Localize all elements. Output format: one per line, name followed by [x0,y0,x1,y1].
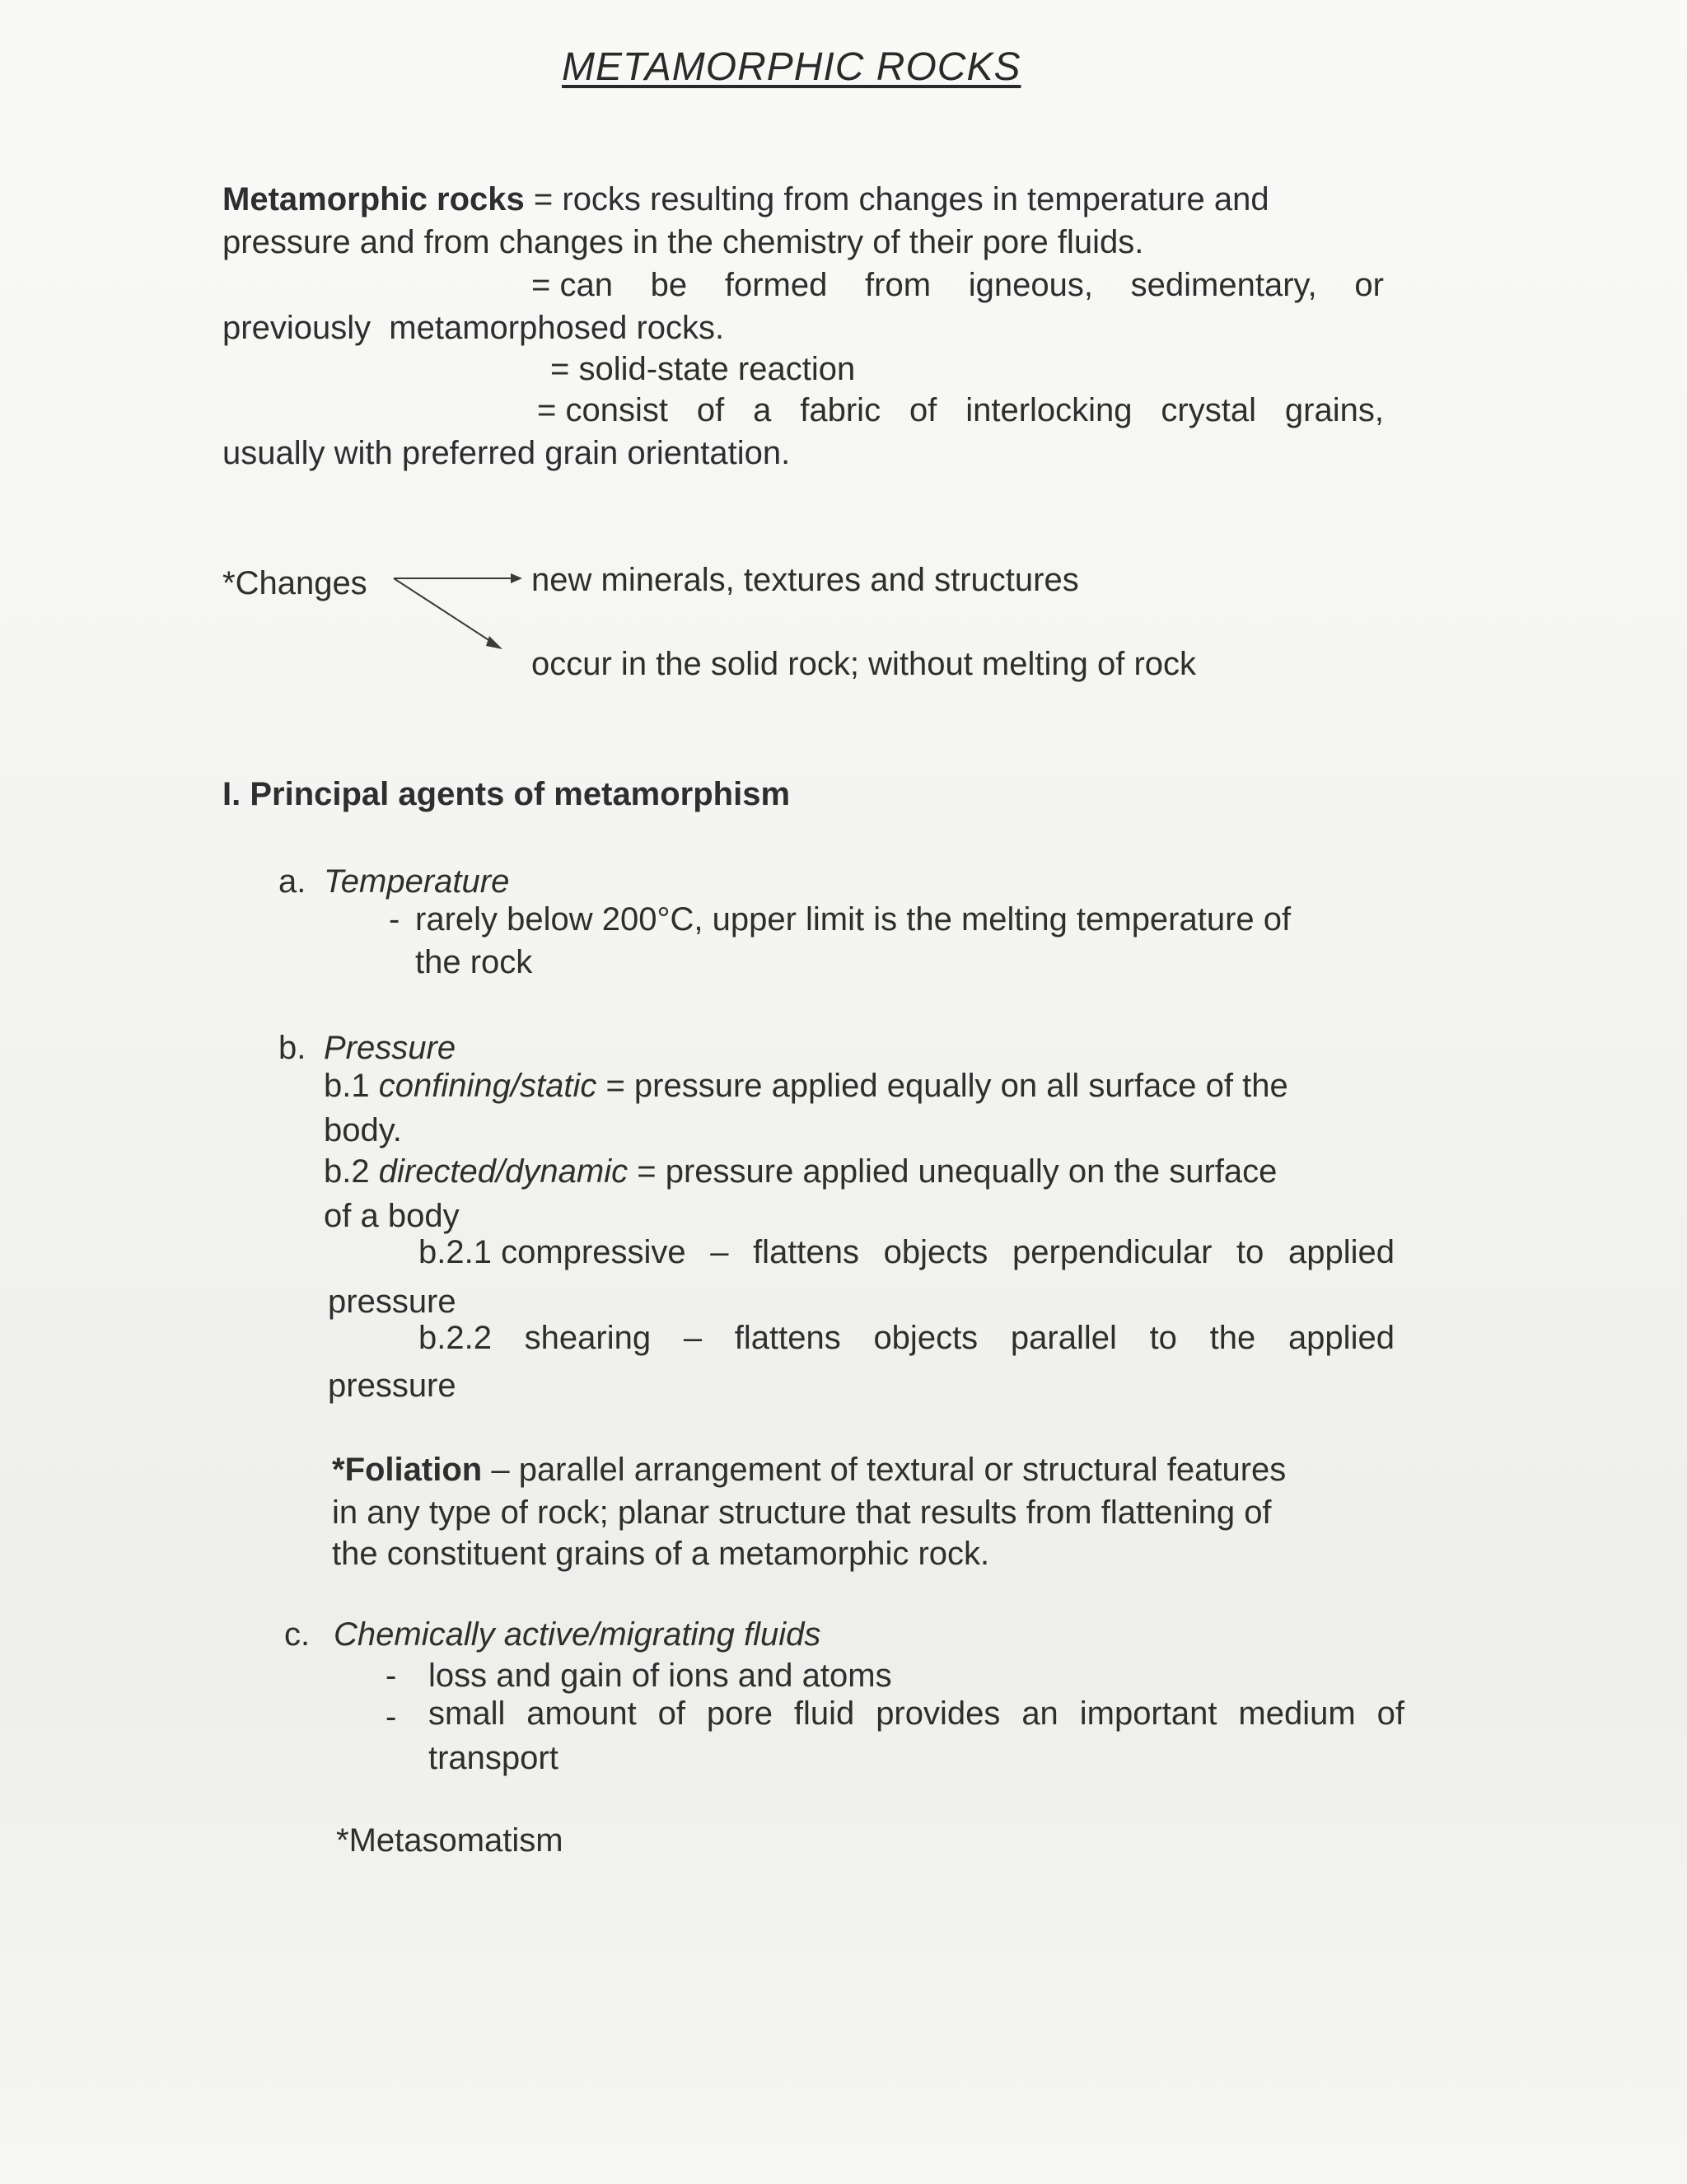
item-c-dash-1: - [386,1658,397,1694]
word: flattens [734,1320,841,1356]
word: applied [1287,1234,1395,1270]
word: applied [1287,1320,1395,1356]
word: formed [724,267,828,303]
changes-result-1: new minerals, textures and structures [531,562,1079,598]
definition-line-7: usually with preferred grain orientation. [222,435,791,471]
item-c-text-1: loss and gain of ions and atoms [428,1658,892,1694]
word: objects [873,1320,979,1356]
foliation-line-1 [332,1450,1286,1490]
word: an [1021,1695,1058,1732]
item-b21 [418,1232,1395,1272]
item-b2 [324,1152,1277,1191]
word: fabric [800,392,881,428]
definition-line-5: = solid-state reaction [550,351,856,387]
word: medium [1238,1695,1356,1732]
word: shearing [524,1320,652,1356]
word: from [865,267,932,303]
definition-term: Metamorphic rocks [222,181,525,217]
metasomatism-label: *Metasomatism [336,1822,563,1859]
word: the [1209,1320,1256,1356]
item-a-text-2: the rock [415,944,533,980]
word: = consist [537,392,668,428]
item-b1-number: b.1 [324,1068,370,1104]
foliation-text: – parallel arrangement of textural or structural features [482,1452,1287,1488]
word: be [650,267,688,303]
definition-line-6 [537,391,1384,430]
word: b.2.2 [418,1320,492,1356]
item-a-title: Temperature [324,863,510,900]
changes-label: *Changes [222,565,367,601]
word: a [753,392,772,428]
word: of [696,392,725,428]
word: – [710,1234,729,1270]
page-title: METAMORPHIC ROCKS [562,45,1021,89]
word: to [1149,1320,1177,1356]
definition-line-3 [531,265,1384,305]
item-c-title: Chemically active/migrating fluids [334,1616,821,1653]
word: flattens [753,1234,860,1270]
foliation-line-3: the constituent grains of a metamorphic rock. [332,1536,990,1572]
word: amount [526,1695,637,1732]
changes-arrows [387,560,535,659]
definition-line1-text: = rocks resulting from changes in temperature and [524,181,1269,217]
item-c-label: c. [284,1616,311,1653]
item-b-title: Pressure [324,1030,456,1066]
item-b2-continuation: of a body [324,1198,460,1234]
word: pore [706,1695,773,1732]
word: grains, [1284,392,1384,428]
item-b1-text: = pressure applied equally on all surface of the [596,1068,1288,1104]
arrow-head-upper [511,573,522,583]
item-b2-term: directed/dynamic [378,1153,629,1190]
word: small [428,1695,506,1732]
item-b1-continuation: body. [324,1112,402,1148]
word: parallel [1010,1320,1117,1356]
item-b22-continuation: pressure [328,1368,456,1404]
word: igneous, [968,267,1093,303]
foliation-line-2: in any type of rock; planar structure that results from flattening of [332,1494,1272,1531]
definition-line-4: previously metamorphosed rocks. [222,310,725,346]
item-a-dash: - [389,901,400,938]
word: provides [876,1695,1001,1732]
item-c-dash-2: - [386,1699,397,1735]
arrow-line-lower [394,578,493,643]
word: of [1376,1695,1404,1732]
item-b1 [324,1066,1288,1106]
word: = can [531,267,613,303]
word: of [909,392,937,428]
item-a-text-1: rarely below 200°C, upper limit is the melting temperature of [415,901,1292,938]
item-c-text-3: transport [428,1740,558,1776]
word: crystal [1161,392,1256,428]
definition-line-2: pressure and from changes in the chemistry of their pore fluids. [222,224,1144,260]
changes-result-2: occur in the solid rock; without melting of rock [531,646,1197,682]
item-b21-continuation: pressure [328,1284,456,1320]
word: sedimentary, [1130,267,1317,303]
word: perpendicular [1012,1234,1213,1270]
item-b2-text: = pressure applied unequally on the surface [628,1153,1278,1190]
word: fluid [793,1695,855,1732]
word: b.2.1 compressive [418,1234,686,1270]
item-b1-term: confining/static [378,1068,597,1104]
word: objects [883,1234,988,1270]
item-c-text-2 [428,1694,1404,1733]
section-heading: I. Principal agents of metamorphism [222,776,791,812]
word: to [1236,1234,1264,1270]
item-b2-number: b.2 [324,1153,370,1190]
item-b22 [418,1318,1395,1358]
item-b-label: b. [278,1030,306,1066]
word: or [1354,267,1384,303]
word: – [683,1320,703,1356]
arrow-head-lower [486,636,502,649]
item-a-label: a. [278,863,306,900]
definition-line-1 [222,180,1269,219]
word: interlocking [965,392,1133,428]
word: of [657,1695,685,1732]
word: important [1079,1695,1217,1732]
foliation-term: *Foliation [332,1452,483,1488]
